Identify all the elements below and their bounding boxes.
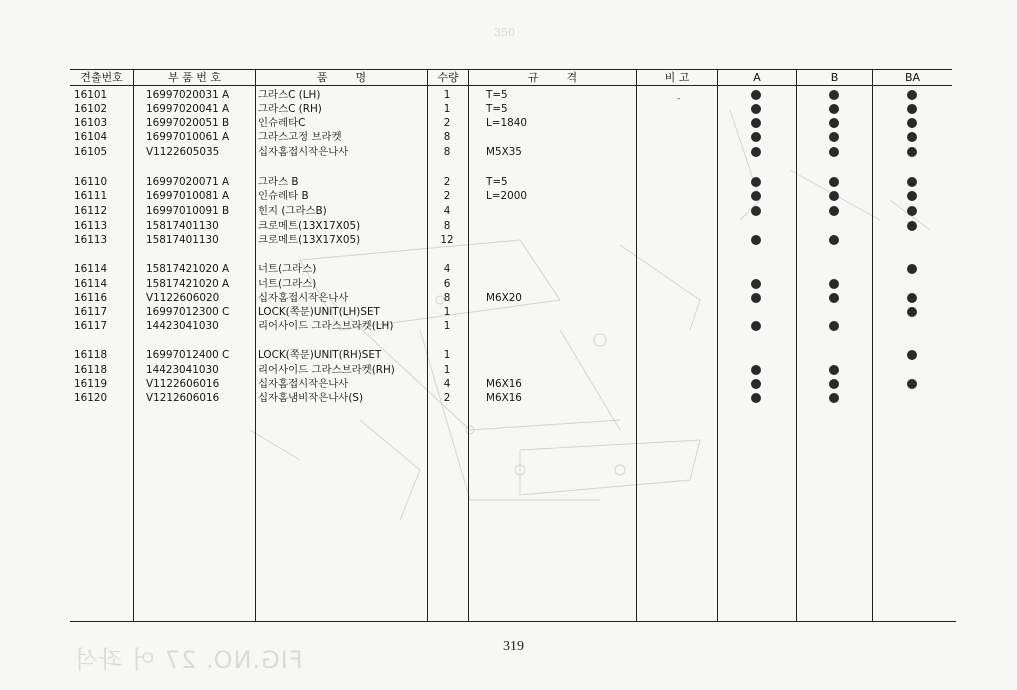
index-no: 16104 bbox=[74, 131, 108, 143]
applicability-dot-a bbox=[751, 104, 761, 114]
applicability-dot-ba bbox=[907, 206, 917, 216]
spec: M6X20 bbox=[486, 292, 522, 304]
applicability-dot-ba bbox=[907, 90, 917, 100]
part-name: 그라스C (RH) bbox=[258, 103, 322, 115]
part-name: 인슈레타 B bbox=[258, 190, 309, 202]
applicability-dot-b bbox=[829, 279, 839, 289]
applicability-dot-a bbox=[751, 177, 761, 187]
spec: M5X35 bbox=[486, 146, 522, 158]
quantity: 4 bbox=[443, 378, 451, 390]
header-col-b: B bbox=[830, 71, 839, 84]
applicability-dot-b bbox=[829, 191, 839, 201]
applicability-dot-ba bbox=[907, 293, 917, 303]
quantity: 2 bbox=[443, 117, 451, 129]
applicability-dot-ba bbox=[907, 350, 917, 360]
page-number: 319 bbox=[503, 639, 524, 654]
applicability-dot-b bbox=[829, 206, 839, 216]
applicability-dot-b bbox=[829, 293, 839, 303]
applicability-dot-b bbox=[829, 90, 839, 100]
header-qty: 수량 bbox=[437, 71, 459, 84]
applicability-dot-b bbox=[829, 365, 839, 375]
part-name: LOCK(쪽문)UNIT(LH)SET bbox=[258, 306, 380, 318]
applicability-dot-b bbox=[829, 235, 839, 245]
header-col-ba: BA bbox=[904, 71, 921, 84]
quantity: 8 bbox=[443, 131, 451, 143]
part-name: LOCK(쪽문)UNIT(RH)SET bbox=[258, 349, 382, 361]
index-no: 16117 bbox=[74, 320, 108, 332]
quantity: 1 bbox=[443, 349, 451, 361]
applicability-dot-a bbox=[751, 118, 761, 128]
header-remark: 비 고 bbox=[664, 71, 690, 84]
applicability-dot-ba bbox=[907, 264, 917, 274]
part-no: 15817421020 A bbox=[146, 278, 230, 290]
col-divider bbox=[636, 69, 637, 621]
applicability-dot-a bbox=[751, 379, 761, 389]
col-divider bbox=[427, 69, 428, 621]
applicability-dot-ba bbox=[907, 118, 917, 128]
index-no: 16110 bbox=[74, 176, 108, 188]
quantity: 2 bbox=[443, 190, 451, 202]
quantity: 1 bbox=[443, 320, 451, 332]
part-name: 크로메트(13X17X05) bbox=[258, 220, 361, 232]
applicability-dot-b bbox=[829, 379, 839, 389]
quantity: 12 bbox=[440, 234, 454, 246]
index-no: 16101 bbox=[74, 89, 108, 101]
header-part-no: 부 품 번 호 bbox=[168, 71, 221, 84]
part-name: 십자홈접시작은나사 bbox=[258, 146, 349, 158]
index-no: 16116 bbox=[74, 292, 108, 304]
quantity: 2 bbox=[443, 392, 451, 404]
part-no: 16997020031 A bbox=[146, 89, 230, 101]
quantity: 4 bbox=[443, 263, 451, 275]
part-no: V1212606016 bbox=[146, 392, 220, 404]
quantity: 8 bbox=[443, 220, 451, 232]
spec: M6X16 bbox=[486, 378, 522, 390]
applicability-dot-b bbox=[829, 177, 839, 187]
ghost-page-number: 350 bbox=[494, 26, 515, 39]
bleed-through-text: FIG.NO. 27 어 좌석 bbox=[74, 646, 303, 674]
index-no: 16111 bbox=[74, 190, 108, 202]
part-no: 16997012300 C bbox=[146, 306, 230, 318]
header-col-a: A bbox=[753, 71, 761, 84]
part-no: 15817401130 bbox=[146, 220, 219, 232]
part-no: V1122605035 bbox=[146, 146, 220, 158]
col-divider bbox=[133, 69, 134, 621]
index-no: 16103 bbox=[74, 117, 108, 129]
header-index-no: 견출번호 bbox=[80, 71, 123, 84]
index-no: 16114 bbox=[74, 263, 108, 275]
quantity: 4 bbox=[443, 205, 451, 217]
quantity: 2 bbox=[443, 176, 451, 188]
part-name: 크로메트(13X17X05) bbox=[258, 234, 361, 246]
applicability-dot-a bbox=[751, 321, 761, 331]
applicability-dot-ba bbox=[907, 379, 917, 389]
applicability-dot-b bbox=[829, 147, 839, 157]
applicability-dot-ba bbox=[907, 104, 917, 114]
part-name: 리어사이드 그라스브라켓(RH) bbox=[258, 364, 395, 376]
part-no: 16997010081 A bbox=[146, 190, 230, 202]
applicability-dot-ba bbox=[907, 132, 917, 142]
part-no: 15817421020 A bbox=[146, 263, 230, 275]
quantity: 1 bbox=[443, 306, 451, 318]
applicability-dot-ba bbox=[907, 221, 917, 231]
part-no: V1122606020 bbox=[146, 292, 220, 304]
part-name: 리어사이드 그라스브라켓(LH) bbox=[258, 320, 394, 332]
part-no: 14423041030 bbox=[146, 320, 219, 332]
index-no: 16118 bbox=[74, 349, 108, 361]
part-name: 힌지 (그라스B) bbox=[258, 205, 327, 217]
applicability-dot-b bbox=[829, 132, 839, 142]
quantity: 6 bbox=[443, 278, 451, 290]
col-divider bbox=[468, 69, 469, 621]
remark-tick-mark: - bbox=[677, 94, 681, 104]
table-bottom-rule bbox=[70, 621, 956, 622]
index-no: 16117 bbox=[74, 306, 108, 318]
applicability-dot-b bbox=[829, 393, 839, 403]
quantity: 1 bbox=[443, 89, 451, 101]
index-no: 16113 bbox=[74, 234, 108, 246]
part-name: 십자홈냄비작은나사(S) bbox=[258, 392, 364, 404]
spec: T=5 bbox=[486, 89, 508, 101]
applicability-dot-ba bbox=[907, 307, 917, 317]
col-divider bbox=[796, 69, 797, 621]
part-name: 인슈레타C bbox=[258, 117, 306, 129]
header-name: 품 명 bbox=[316, 71, 367, 84]
quantity: 8 bbox=[443, 146, 451, 158]
part-no: 16997010091 B bbox=[146, 205, 230, 217]
part-name: 십자홈접시작은나사 bbox=[258, 292, 349, 304]
quantity: 8 bbox=[443, 292, 451, 304]
spec: L=2000 bbox=[486, 190, 527, 202]
applicability-dot-ba bbox=[907, 191, 917, 201]
part-name: 너트(그라스) bbox=[258, 278, 317, 290]
col-divider bbox=[717, 69, 718, 621]
quantity: 1 bbox=[443, 364, 451, 376]
part-no: 14423041030 bbox=[146, 364, 219, 376]
spec: T=5 bbox=[486, 103, 508, 115]
col-divider bbox=[872, 69, 873, 621]
part-no: 15817401130 bbox=[146, 234, 219, 246]
applicability-dot-a bbox=[751, 191, 761, 201]
applicability-dot-a bbox=[751, 90, 761, 100]
applicability-dot-b bbox=[829, 321, 839, 331]
applicability-dot-a bbox=[751, 132, 761, 142]
index-no: 16105 bbox=[74, 146, 108, 158]
spec: L=1840 bbox=[486, 117, 527, 129]
index-no: 16118 bbox=[74, 364, 108, 376]
index-no: 16119 bbox=[74, 378, 108, 390]
spec: M6X16 bbox=[486, 392, 522, 404]
applicability-dot-b bbox=[829, 118, 839, 128]
part-name: 너트(그라스) bbox=[258, 263, 317, 275]
part-no: V1122606016 bbox=[146, 378, 220, 390]
part-name: 그라스C (LH) bbox=[258, 89, 321, 101]
applicability-dot-a bbox=[751, 147, 761, 157]
part-name: 그라스고정 브라켓 bbox=[258, 131, 342, 143]
header-spec: 규 격 bbox=[527, 71, 578, 84]
applicability-dot-ba bbox=[907, 147, 917, 157]
applicability-dot-b bbox=[829, 104, 839, 114]
header-bottom-rule bbox=[70, 85, 952, 86]
part-name: 십자홈접시작은나사 bbox=[258, 378, 349, 390]
quantity: 1 bbox=[443, 103, 451, 115]
index-no: 16113 bbox=[74, 220, 108, 232]
applicability-dot-a bbox=[751, 393, 761, 403]
applicability-dot-a bbox=[751, 235, 761, 245]
part-no: 16997020041 A bbox=[146, 103, 230, 115]
index-no: 16102 bbox=[74, 103, 108, 115]
part-no: 16997012400 C bbox=[146, 349, 230, 361]
applicability-dot-ba bbox=[907, 177, 917, 187]
index-no: 16120 bbox=[74, 392, 108, 404]
part-no: 16997010061 A bbox=[146, 131, 230, 143]
col-divider bbox=[255, 69, 256, 621]
part-no: 16997020071 A bbox=[146, 176, 230, 188]
spec: T=5 bbox=[486, 176, 508, 188]
part-name: 그라스 B bbox=[258, 176, 299, 188]
part-no: 16997020051 B bbox=[146, 117, 230, 129]
applicability-dot-a bbox=[751, 365, 761, 375]
applicability-dot-a bbox=[751, 206, 761, 216]
index-no: 16114 bbox=[74, 278, 108, 290]
applicability-dot-a bbox=[751, 279, 761, 289]
applicability-dot-a bbox=[751, 293, 761, 303]
index-no: 16112 bbox=[74, 205, 108, 217]
